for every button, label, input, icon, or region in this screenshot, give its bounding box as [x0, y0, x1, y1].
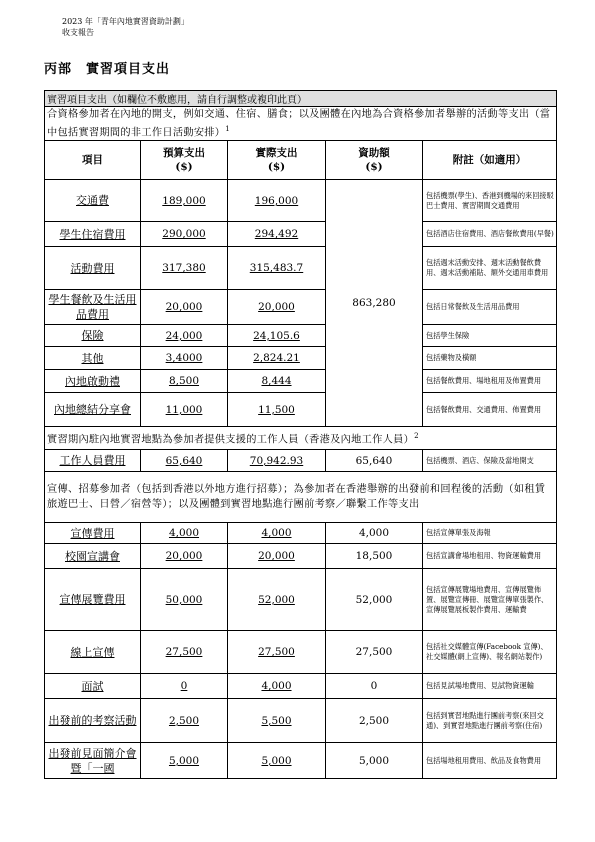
table-row: [45, 222, 557, 247]
note-cell: 包括見試場地費用、見試物資運輸: [423, 674, 557, 699]
grant-cell: 52,000: [326, 569, 423, 631]
budget-cell: 2,500: [141, 699, 228, 743]
actual-cell: 196,000: [228, 180, 326, 222]
table-row: [45, 180, 557, 222]
table-row: [45, 631, 557, 674]
item-cell: 保險: [45, 325, 141, 347]
staff-description: 實習期內駐內地實習地點為參加者提供支援的工作人員（香港及內地工作人員）$^2$: [45, 427, 557, 450]
grant-cell: 27,500: [326, 631, 423, 674]
note-cell: 包括機票、酒店、保險及當地開支: [423, 450, 557, 472]
budget-cell: 20,000: [141, 290, 228, 325]
note-cell: 包括場地租用費用、飲品及食物費用: [423, 743, 557, 779]
table-row: [45, 290, 557, 325]
item-cell: 宣傳費用: [45, 523, 141, 544]
item-cell: 面試: [45, 674, 141, 699]
table-row: [45, 393, 557, 427]
section-title: 丙部 實習項目支出: [44, 62, 171, 77]
table-row: [45, 325, 557, 347]
table-row: [45, 544, 557, 569]
table-row: [45, 699, 557, 743]
item-cell: 學生餐飲及生活用品費用: [45, 290, 141, 325]
actual-cell: 8,444: [228, 370, 326, 393]
note-cell: 包括機票(學生)、香港到機場的來回接駁巴士費用、實習期間交通費用: [423, 180, 557, 222]
item-cell: 校園宣講會: [45, 544, 141, 569]
actual-cell: 27,500: [228, 631, 326, 674]
expenditure-table: [44, 90, 557, 779]
note-cell: 包括酒店住宿費用、酒店餐飲費用(早餐): [423, 222, 557, 247]
table-row: [45, 247, 557, 290]
budget-cell: 24,000: [141, 325, 228, 347]
budget-cell: 11,000: [141, 393, 228, 427]
budget-cell: 189,000: [141, 180, 228, 222]
report-header: [62, 16, 189, 38]
item-cell: 交通費: [45, 180, 141, 222]
actual-cell: 70,942.93: [228, 450, 326, 472]
grant-cell: 65,640: [326, 450, 423, 472]
grant-cell: 5,000: [326, 743, 423, 779]
item-cell: 學生住宿費用: [45, 222, 141, 247]
header-line-1: 2023 年「青年內地實習資助計劃」: [62, 17, 189, 26]
budget-cell: 3,4000: [141, 347, 228, 370]
table-row: [45, 347, 557, 370]
budget-cell: 65,640: [141, 450, 228, 472]
table-row: [45, 674, 557, 699]
note-cell: 包括餐飲費用、場地租用及佈置費用: [423, 370, 557, 393]
item-cell: 其他: [45, 347, 141, 370]
promotion-description: 宣傳、招募參加者（包括到香港以外地方進行招募）；為參加者在香港舉辦的出發前和回程後的活動（如租賃旅遊巴士、日營／宿營等）；以及團體到實習地點進行團前考察／聯繫工作等支出: [45, 472, 557, 523]
note-cell: 包括社交媒體宣傳(Facebook 宣傳)、社交媒體(網上宣傳)、報名網站製作): [423, 631, 557, 674]
table-row: [45, 370, 557, 393]
col-header-budget: 預算支出 ($): [141, 141, 228, 180]
budget-cell: 5,000: [141, 743, 228, 779]
budget-cell: 4,000: [141, 523, 228, 544]
note-cell: 包括週末活動安排、週末活動餐飲費用、週末活動補貼、額外交通用車費用: [423, 247, 557, 290]
grant-cell: 2,500: [326, 699, 423, 743]
item-cell: 內地總結分享會: [45, 393, 141, 427]
actual-cell: 315,483.7: [228, 247, 326, 290]
table-band-title: 實習項目支出（如欄位不敷應用，請自行調整或複印此頁）: [45, 91, 557, 107]
header-line-2: 收支報告: [62, 28, 94, 37]
note-cell: 包括日常餐飲及生活用品費用: [423, 290, 557, 325]
note-cell: 包括學生保險: [423, 325, 557, 347]
actual-cell: 11,500: [228, 393, 326, 427]
budget-cell: 50,000: [141, 569, 228, 631]
grant-cell: 4,000: [326, 523, 423, 544]
note-cell: 包括餐飲費用、交通費用、佈置費用: [423, 393, 557, 427]
intro-description: 合資格參加者在內地的開支，例如交通、住宿、膳食；以及團體在內地為合資格參加者舉辦的活動等支出（當中包括實習期間的非工作日活動安排）$^1$: [45, 107, 557, 141]
actual-cell: 20,000: [228, 544, 326, 569]
item-cell: 內地啟動禮: [45, 370, 141, 393]
budget-cell: 20,000: [141, 544, 228, 569]
note-cell: 包括宣傳單張及海報: [423, 523, 557, 544]
actual-cell: 24,105.6: [228, 325, 326, 347]
item-cell: 宣傳展覽費用: [45, 569, 141, 631]
actual-cell: 4,000: [228, 674, 326, 699]
table-row: [45, 523, 557, 544]
note-cell: 包括宣傳展覽場地費用、宣傳展覽佈置、展覽宣傳冊、展覽宣傳單張製作、宣傳展覽展板製作費用、運輸費: [423, 569, 557, 631]
actual-cell: 5,000: [228, 743, 326, 779]
budget-cell: 8,500: [141, 370, 228, 393]
grant-cell: 18,500: [326, 544, 423, 569]
col-header-actual: 實際支出 ($): [228, 141, 326, 180]
table-row: [45, 450, 557, 472]
col-header-grant: 資助額 ($): [326, 141, 423, 180]
budget-cell: 0: [141, 674, 228, 699]
grant-cell: 0: [326, 674, 423, 699]
note-cell: 包括藥物及橫額: [423, 347, 557, 370]
actual-cell: 294,492: [228, 222, 326, 247]
budget-cell: 290,000: [141, 222, 228, 247]
note-cell: 包括到實習地點進行團前考察(來回交通)、到實習地點進行團前考察(住宿): [423, 699, 557, 743]
item-cell: 線上宣傳: [45, 631, 141, 674]
actual-cell: 52,000: [228, 569, 326, 631]
actual-cell: 4,000: [228, 523, 326, 544]
actual-cell: 20,000: [228, 290, 326, 325]
budget-cell: 317,380: [141, 247, 228, 290]
col-header-notes: 附註（如適用）: [423, 141, 557, 180]
table-row: [45, 569, 557, 631]
item-cell: 工作人員費用: [45, 450, 141, 472]
actual-cell: 2,824.21: [228, 347, 326, 370]
column-header-row: [45, 141, 557, 180]
grant-cell-group: 863,280: [326, 180, 423, 427]
table-row: [45, 743, 557, 779]
item-cell: 出發前見面簡介會暨「一國: [45, 743, 141, 779]
budget-cell: 27,500: [141, 631, 228, 674]
item-cell: 活動費用: [45, 247, 141, 290]
col-header-item: 項目: [45, 141, 141, 180]
note-cell: 包括宣講會場地租用、物資運輸費用: [423, 544, 557, 569]
item-cell: 出發前的考察活動: [45, 699, 141, 743]
actual-cell: 5,500: [228, 699, 326, 743]
